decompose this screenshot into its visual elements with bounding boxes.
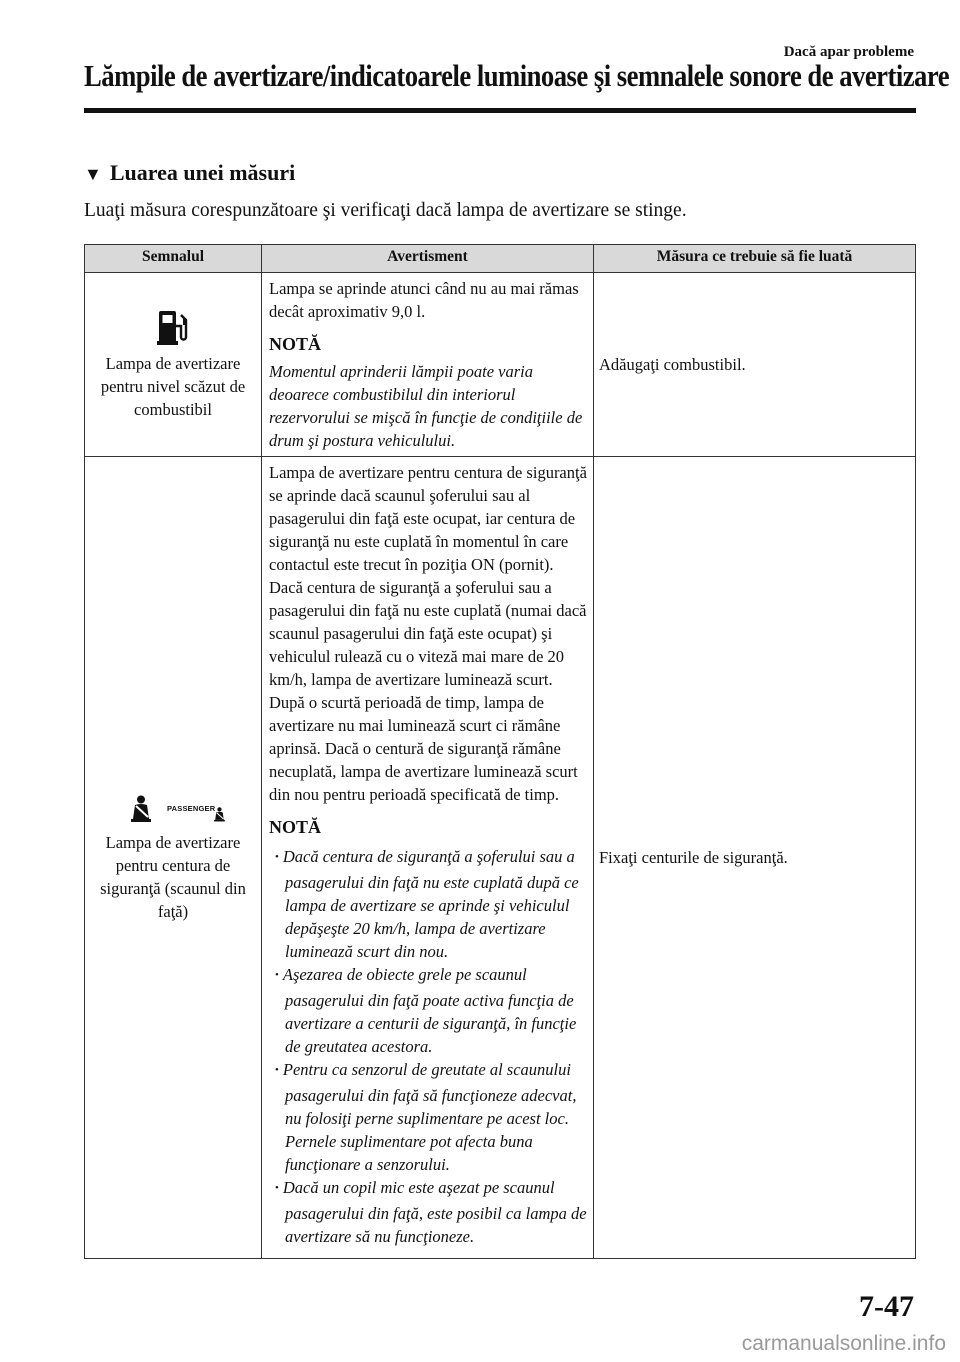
title-rule — [84, 108, 916, 113]
warning-cell — [262, 273, 594, 457]
note-heading: NOTĂ — [269, 817, 322, 837]
signal-label: Lampa de avertizare pentru nivel scăzut de combustibil — [100, 354, 246, 419]
signal-cell — [85, 273, 262, 457]
list-item: • Aşezarea de obiecte grele pe scaunul pasagerului din faţă poate activa funcţia de avertizare a centurii de siguranţă, în funcţie de greutatea acestora. — [269, 963, 587, 1058]
triangle-down-icon: ▼ — [84, 164, 102, 184]
warning-table — [84, 244, 916, 1259]
seatbelt-icon — [129, 795, 155, 823]
list-item: • Pentru ca senzorul de greutate al scaunului pasagerului din faţă să funcţioneze adecvat, nu folosiţi perne suplimentare pe acest loc. Pernele suplimentare pot afecta buna funcţionare a senzorului. — [269, 1058, 587, 1176]
table-row — [85, 273, 916, 457]
list-item: • Dacă un copil mic este aşezat pe scaunul pasagerului din faţă, este posibil ca lampa de avertizare să nu funcţioneze. — [269, 1176, 587, 1248]
warning-text: Dacă centura de siguranţă a şoferului sau a pasagerului din faţă nu este cuplată (numai dacă scaunul pasagerului din faţă este ocupat) şi vehiculul rulează cu o viteză mai mare de 20 km/h, lampa de avertizare luminează scurt. După o scurtă perioadă de timp, lampa de avertizare nu mai luminează scurt ci rămâne aprinsă. Dacă o centură de siguranţă rămâne necuplată, lampa de avertizare luminează scurt din nou pentru perioadă specificată de timp. — [269, 578, 587, 804]
section-heading-text: Luarea unei măsuri — [109, 160, 296, 185]
action-text: Fixaţi centurile de siguranţă. — [599, 848, 788, 867]
page-number: 7-47 — [859, 1290, 914, 1323]
seatbelt-icon-group — [113, 793, 233, 825]
chapter-label: Dacă apar probleme — [783, 44, 914, 60]
note-text: Momentul aprinderii lămpii poate varia deoarece combustibilul din interiorul rezervorului se mişcă în funcţie de condiţiile de drum şi postura vehiculului. — [269, 362, 583, 450]
signal-label: Lampa de avertizare pentru centura de siguranţă (scaunul din faţă) — [100, 832, 246, 921]
note-heading: NOTĂ — [269, 334, 322, 354]
action-cell — [594, 273, 916, 457]
column-header-action: Măsura ce trebuie să fie luată — [594, 245, 916, 273]
watermark: carmanualsonline.info — [741, 1332, 946, 1355]
passenger-label: PASSENGER — [167, 803, 216, 813]
table-header-row — [85, 245, 916, 273]
action-text: Adăugaţi combustibil. — [599, 355, 746, 374]
column-header-signal: Semnalul — [85, 245, 262, 273]
intro-paragraph: Luaţi măsura corespunzătoare şi verificaţi dacă lampa de avertizare se stinge. — [84, 200, 687, 221]
section-heading — [84, 160, 295, 186]
warning-cell — [262, 457, 594, 1259]
page-title: Lămpile de avertizare/indicatoarele luminoase şi semnalele sonore de avertizare — [84, 58, 950, 93]
column-header-warning: Avertisment — [262, 245, 594, 273]
fuel-pump-icon — [156, 308, 190, 346]
table-row — [85, 457, 916, 1259]
action-cell — [594, 457, 916, 1259]
warning-text: Lampa se aprinde atunci când nu au mai rămas decât aproximativ 9,0 l. — [269, 279, 579, 321]
passenger-seatbelt-icon — [213, 807, 227, 822]
signal-cell — [85, 457, 262, 1259]
note-list — [269, 845, 587, 1248]
warning-text: Lampa de avertizare pentru centura de siguranţă se aprinde dacă scaunul şoferului sau al pasagerului din faţă este ocupat, iar centura de siguranţă nu este cuplată în momentul în care contactul este trecut în poziţia ON (pornit). — [269, 463, 587, 574]
list-item: • Dacă centura de siguranţă a şoferului sau a pasagerului din faţă nu este cuplată după ce lampa de avertizare se aprinde şi vehiculul depăşeşte 20 km/h, lampa de avertizare luminează scurt din nou. — [269, 845, 587, 963]
